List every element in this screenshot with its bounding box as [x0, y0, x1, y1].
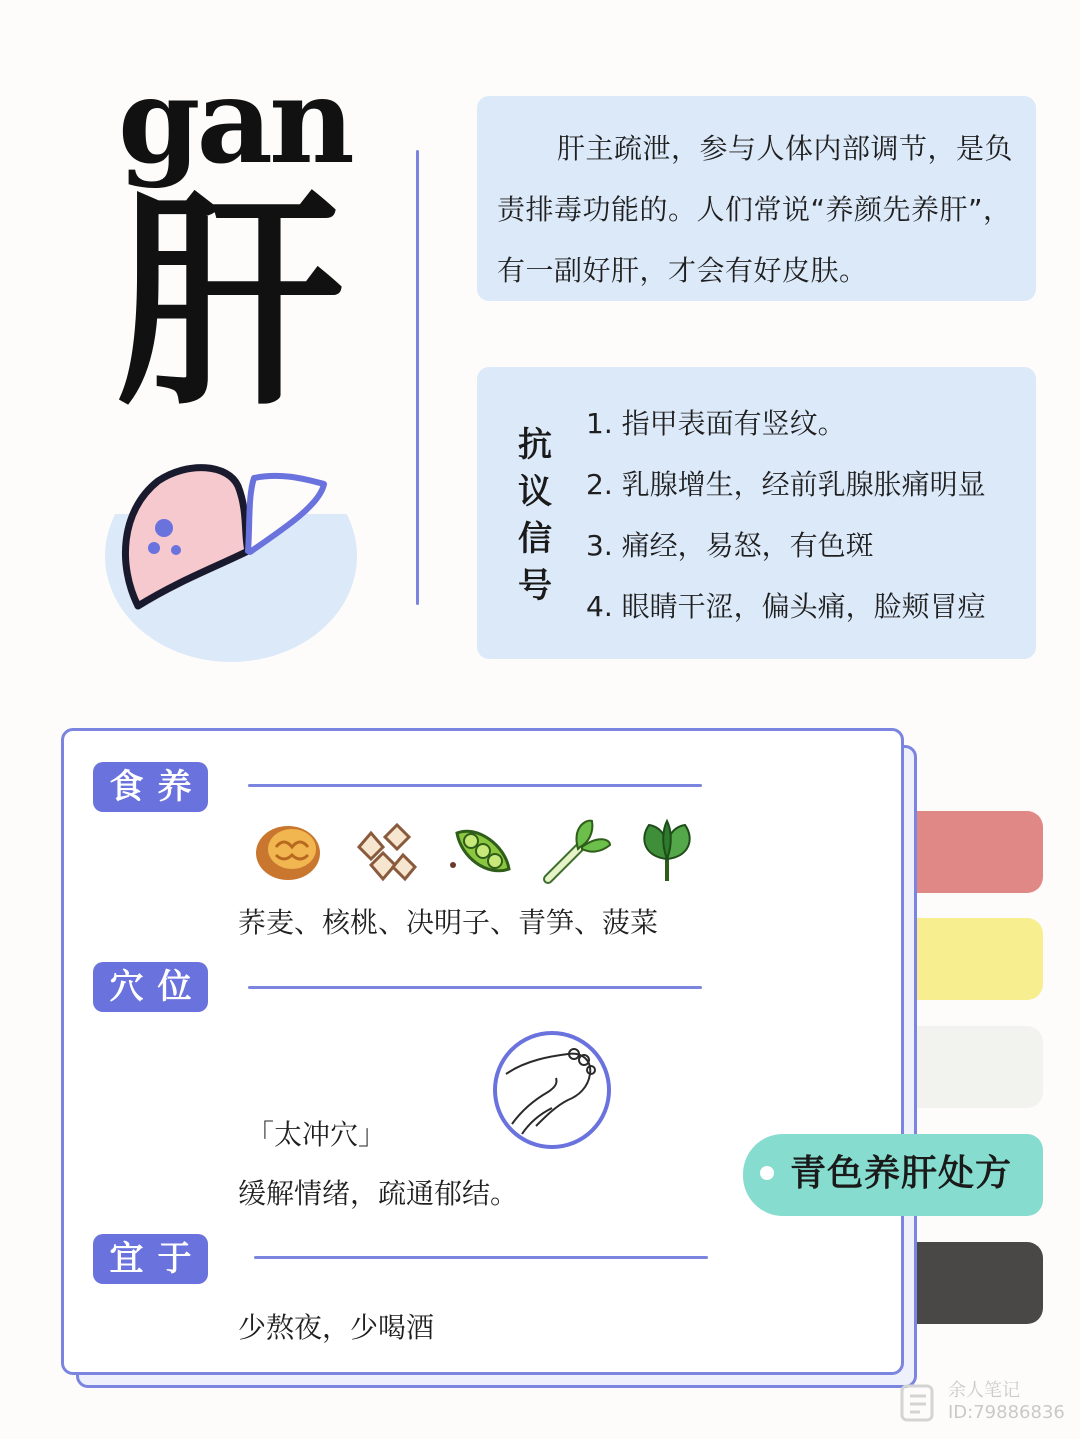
tab-white	[900, 1026, 1043, 1108]
buckwheat-seeds-icon	[349, 817, 421, 885]
cassia-seed-pod-icon	[447, 817, 519, 885]
signal-item: 4. 眼睛干涩，偏头痛，脸颊冒痘	[586, 590, 986, 623]
prescription-tab-label: 青色养肝处方	[790, 1152, 1013, 1194]
vertical-divider	[416, 150, 419, 605]
lifestyle-text: 少熬夜，少喝酒	[238, 1311, 435, 1344]
section-rule	[254, 1256, 708, 1259]
pinyin-title: gan	[118, 51, 351, 190]
watermark: 余人笔记 ID:79886836	[948, 1380, 1065, 1423]
tab-red	[900, 811, 1043, 893]
intro-card	[477, 96, 1036, 301]
liver-icon	[98, 456, 368, 666]
acupoint-desc: 缓解情绪，疏通郁结。	[238, 1177, 519, 1210]
section-rule	[248, 784, 702, 787]
signals-title: 抗 议 信 号	[518, 425, 552, 606]
celtuce-icon	[542, 817, 614, 885]
tab-yellow	[900, 918, 1043, 1000]
note-logo-icon	[898, 1380, 942, 1424]
signal-item: 3. 痛经，易怒，有色斑	[586, 529, 874, 562]
tab-dark	[900, 1242, 1043, 1324]
signal-item: 1. 指甲表面有竖纹。	[586, 407, 846, 440]
food-list-text: 荞麦、核桃、决明子、青笋、菠菜	[238, 906, 659, 939]
tag-hole-icon	[760, 1166, 774, 1180]
walnut-icon	[252, 817, 324, 885]
spinach-icon	[631, 817, 703, 885]
foot-massage-icon	[492, 1030, 612, 1150]
section-label-acupoint: 穴位	[93, 962, 208, 1012]
hanzi-title: 肝	[116, 168, 344, 436]
acupoint-name: 「太冲穴」	[246, 1118, 387, 1151]
intro-text: 肝主疏泄，参与人体内部调节，是负责排毒功能的。人们常说“养颜先养肝”，有一副好肝，才会有好皮肤。	[497, 132, 1014, 287]
section-label-food: 食养	[93, 762, 208, 812]
section-rule	[248, 986, 702, 989]
signals-list	[586, 393, 1031, 637]
section-label-lifestyle: 宜于	[93, 1234, 208, 1284]
signal-item: 2. 乳腺增生，经前乳腺胀痛明显	[586, 468, 986, 501]
